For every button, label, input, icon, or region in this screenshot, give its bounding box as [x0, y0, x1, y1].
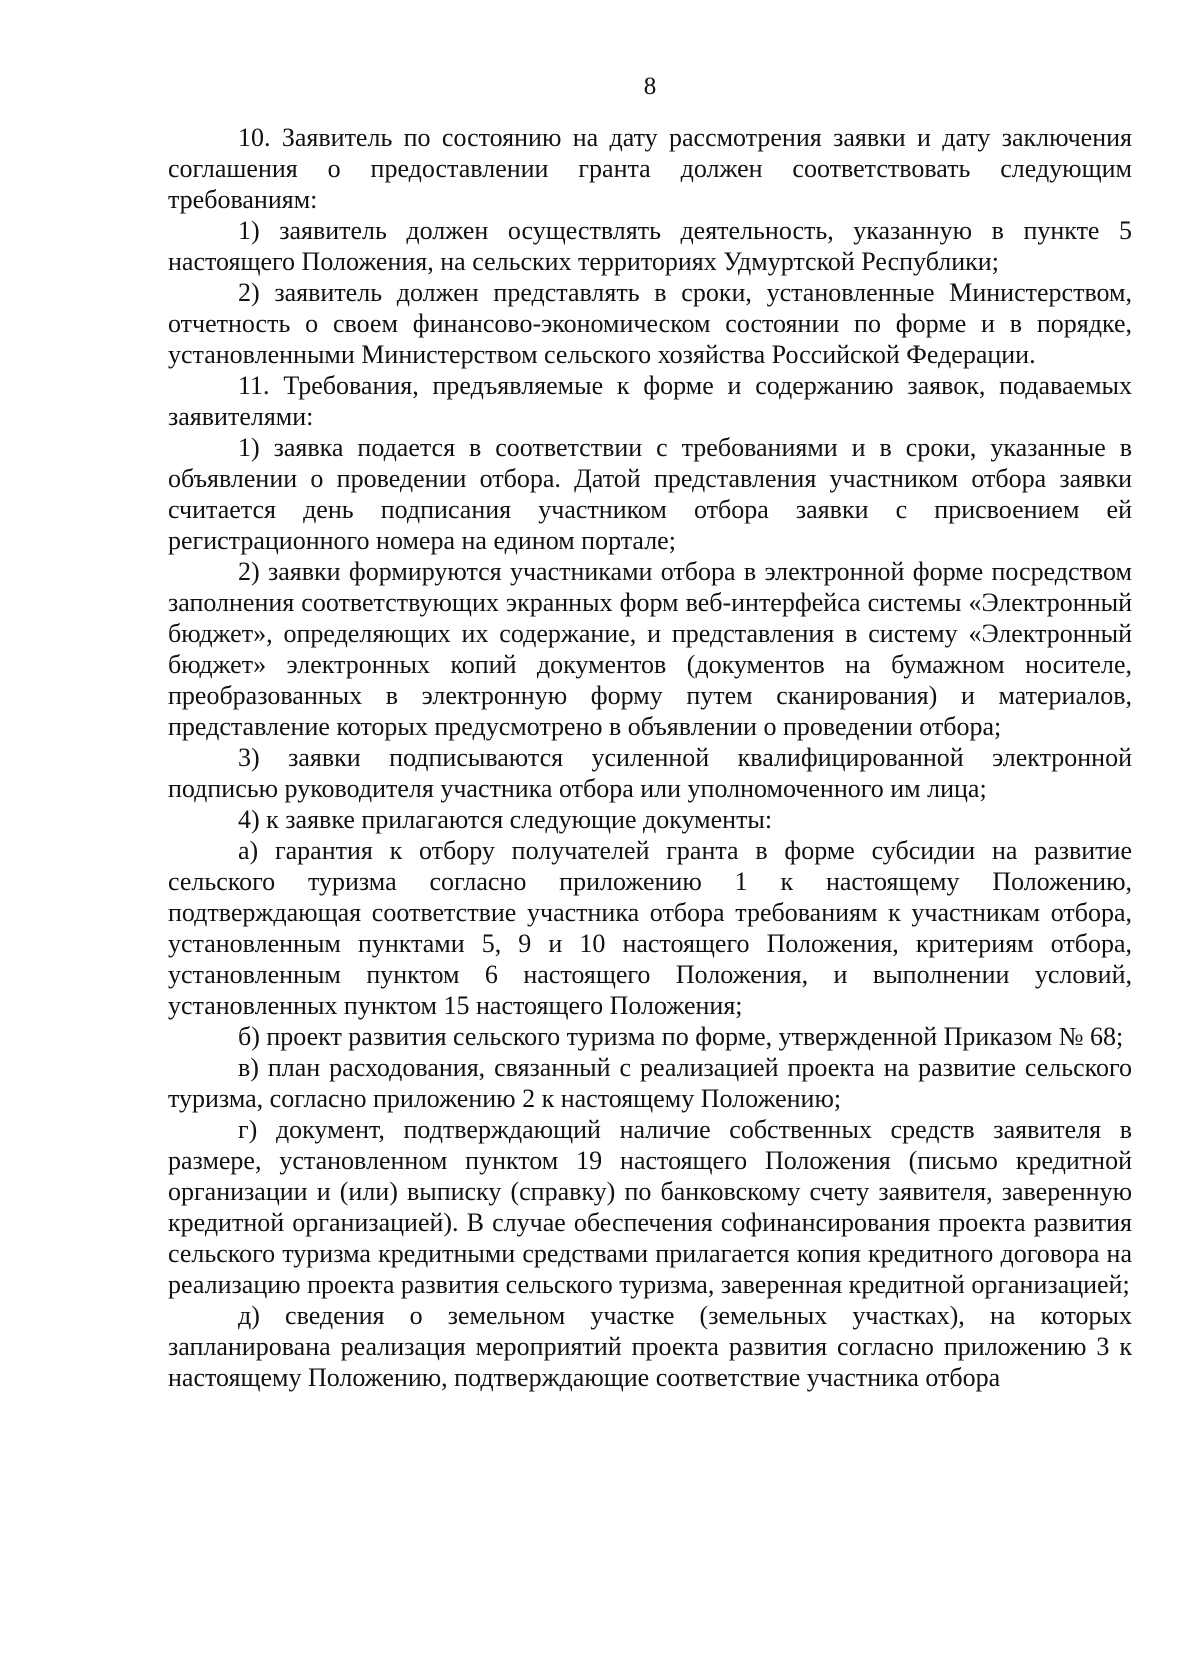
- paragraph-10-requirements: 10. Заявитель по состоянию на дату рассмотрения заявки и дату заключения соглашения о предоставлении гранта должен соответствовать следующим требованиям:: [168, 123, 1132, 214]
- paragraph-10-item-2: 2) заявитель должен представлять в сроки, установленные Министерством, отчетность о своем финансово-экономическом состоянии по форме и в порядке, установленными Министерством сельского хозяйства Российской Федерации.: [168, 278, 1132, 369]
- page-number: 8: [643, 73, 657, 100]
- paragraph-11-item-1: 1) заявка подается в соответствии с требованиями и в сроки, указанные в объявлении о проведении отбора. Датой представления участником отбора заявки считается день подписания участником отбора заявки с присвоением ей регистрационного номера на едином портале;: [168, 433, 1132, 555]
- subitem-d: д) сведения о земельном участке (земельных участках), на которых запланирована реализация мероприятий проекта развития согласно приложению 3 к настоящему Положению, подтверждающие соответствие участника отбора: [168, 1301, 1132, 1392]
- subitem-a: а) гарантия к отбору получателей гранта в форме субсидии на развитие сельского туризма согласно приложению 1 к настоящему Положению, подтверждающая соответствие участника отбора требованиям к участникам отбора, установленным пунктами 5, 9 и 10 настоящего Положения, критериям отбора, установленным пунктом 6 настоящего Положения, и выполнении условий, установленных пунктом 15 настоящего Положения;: [168, 836, 1132, 1020]
- paragraph-11-item-2: 2) заявки формируются участниками отбора в электронной форме посредством заполнения соответствующих экранных форм веб-интерфейса системы «Электронный бюджет», определяющих их содержание, и представления в систему «Электронный бюджет» электронных копий документов (документов на бумажном носителе, преобразованных в электронную форму путем сканирования) и материалов, представление которых предусмотрено в объявлении о проведении отбора;: [168, 557, 1132, 741]
- subitem-v: в) план расходования, связанный с реализацией проекта на развитие сельского туризма, согласно приложению 2 к настоящему Положению;: [168, 1053, 1132, 1113]
- document-body: [168, 122, 1132, 1393]
- subitem-b: б) проект развития сельского туризма по форме, утвержденной Приказом № 68;: [238, 1022, 1124, 1051]
- subitem-g: г) документ, подтверждающий наличие собственных средств заявителя в размере, установленном пунктом 19 настоящего Положения (письмо кредитной организации и (или) выписку (справку) по банковскому счету заявителя, заверенную кредитной организацией). В случае обеспечения софинансирования проекта развития сельского туризма кредитными средствами прилагается копия кредитного договора на реализацию проекта развития сельского туризма, заверенная кредитной организацией;: [168, 1115, 1132, 1299]
- paragraph-11-item-4: 4) к заявке прилагаются следующие документы:: [238, 805, 773, 834]
- paragraph-11-requirements: 11. Требования, предъявляемые к форме и содержанию заявок, подаваемых заявителями:: [168, 371, 1132, 431]
- paragraph-11-item-3: 3) заявки подписываются усиленной квалифицированной электронной подписью руководителя участника отбора или уполномоченного им лица;: [168, 743, 1132, 803]
- paragraph-10-item-1: 1) заявитель должен осуществлять деятельность, указанную в пункте 5 настоящего Положения, на сельских территориях Удмуртской Республики;: [168, 216, 1132, 276]
